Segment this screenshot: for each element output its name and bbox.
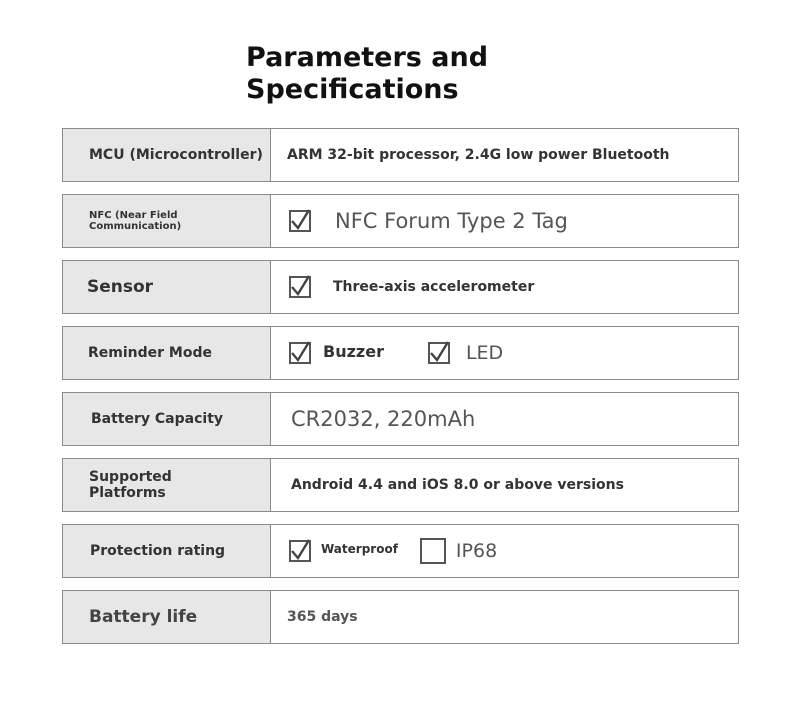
spec-row-mcu: [62, 128, 739, 182]
checkbox-checked-icon: [289, 342, 311, 364]
spec-row-supported-platforms: [62, 458, 739, 512]
spec-label: Sensor: [63, 261, 271, 313]
title-line-1: Parameters and: [246, 42, 489, 73]
waterproof-option-label: Waterproof: [321, 542, 398, 556]
spec-row-protection-rating: [62, 524, 739, 578]
spec-row-sensor: [62, 260, 739, 314]
spec-label: Battery life: [63, 591, 271, 643]
spec-row-nfc: [62, 194, 739, 248]
sensor-option-label: Three-axis accelerometer: [333, 279, 535, 295]
spec-label: NFC (Near Field Communication): [63, 195, 271, 247]
spec-value: [271, 195, 738, 247]
spec-value: [271, 327, 738, 379]
spec-label: Supported Platforms: [63, 459, 271, 511]
spec-value: 365 days: [287, 609, 358, 625]
spec-row-battery-capacity: [62, 392, 739, 446]
spec-value: Android 4.4 and iOS 8.0 or above versions: [291, 477, 624, 493]
spec-row-battery-life: [62, 590, 739, 644]
page-title: [246, 42, 488, 106]
spec-value: CR2032, 220mAh: [291, 407, 476, 431]
checkbox-checked-icon: [428, 342, 450, 364]
spec-row-reminder-mode: [62, 326, 739, 380]
buzzer-option-label: Buzzer: [323, 341, 384, 361]
spec-value: [271, 261, 738, 313]
spec-label: Protection rating: [63, 525, 271, 577]
checkbox-checked-icon: [289, 540, 311, 562]
spec-label: MCU (Microcontroller): [63, 129, 271, 181]
checkbox-checked-icon: [289, 276, 311, 298]
checkbox-checked-icon: [289, 210, 311, 232]
title-line-2: Specifications: [246, 74, 459, 105]
spec-value: ARM 32-bit processor, 2.4G low power Bluetooth: [287, 147, 670, 163]
led-option-label: LED: [465, 342, 504, 364]
spec-value: [271, 525, 738, 577]
nfc-option-label: NFC Forum Type 2 Tag: [335, 209, 568, 233]
ip68-option-label: IP68: [455, 540, 498, 562]
spec-label: Reminder Mode: [63, 327, 271, 379]
checkbox-unchecked-icon: [420, 538, 446, 564]
spec-label: Battery Capacity: [63, 393, 271, 445]
